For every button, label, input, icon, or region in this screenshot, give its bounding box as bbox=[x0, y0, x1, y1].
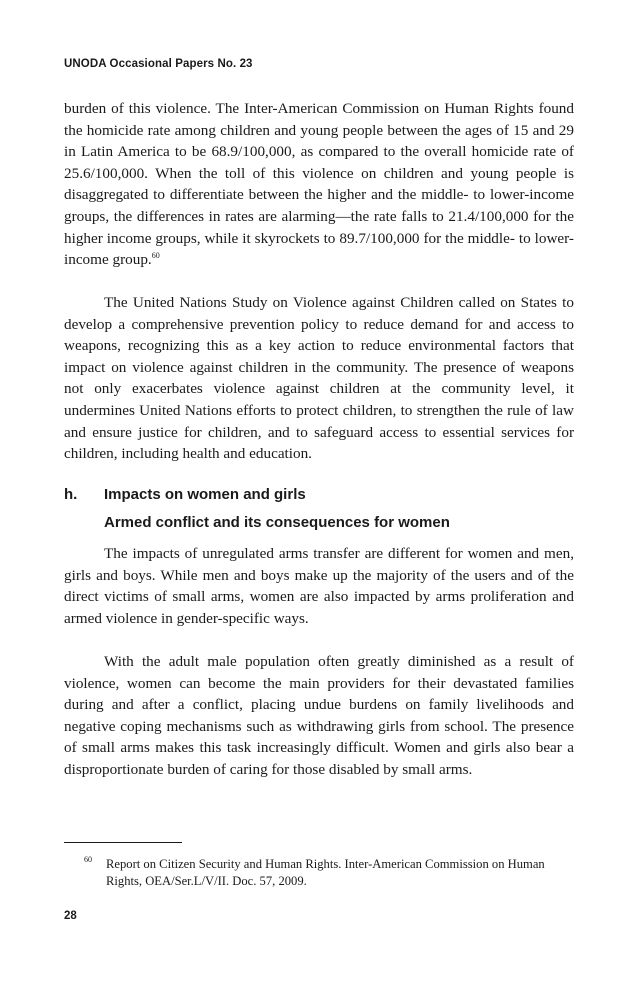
footnote-divider bbox=[64, 842, 182, 843]
paragraph-gender-impacts: The impacts of unregulated arms transfer are different for women and men, girls and boys. While men and boys make up the majority of the users and of the direct victims of small arms, women are also impacted by arms proliferation and armed violence in gender-specific ways. bbox=[64, 545, 574, 627]
footnote-number: 60 bbox=[84, 855, 92, 864]
footnote-reference[interactable]: 60 bbox=[151, 251, 160, 261]
footnote-text: Report on Citizen Security and Human Rights. Inter-American Commission on Human Rights, OEA/Ser.L/V/II. Doc. 57, 2009. bbox=[106, 857, 545, 888]
paragraph-women-providers: With the adult male population often greatly diminished as a result of violence, women can become the main providers for their devastated families during and after a conflict, placing undue burdens on family livelihoods and negative coping mechanisms such as withdrawing girls from school. The presence of small arms makes this task increasingly difficult. Women and girls also bear a disproportionate burden of caring for those disabled by small arms. bbox=[64, 653, 574, 778]
page-number: 28 bbox=[64, 910, 77, 922]
paragraph-un-study: The United Nations Study on Violence against Children called on States to develop a comprehensive prevention policy to reduce demand for and access to weapons, recognizing this as a key action to reduce environmental factors that impact on violence against children in the community. The presence of weapons not only exacerbates violence against children at the community level, it undermines United Nations efforts to protect children, to strengthen the rule of law and ensure justice for children, and to safeguard access to essential services for children, including health and education. bbox=[64, 294, 574, 463]
running-header: UNODA Occasional Papers No. 23 bbox=[64, 58, 253, 70]
section-marker: h. bbox=[64, 486, 78, 503]
section-heading: Impacts on women and girls bbox=[104, 486, 306, 503]
paragraph-homicide-rates bbox=[64, 98, 574, 271]
subsection-heading: Armed conflict and its consequences for women bbox=[104, 514, 450, 531]
paragraph-text: burden of this violence. The Inter-American Commission on Human Rights found the homicide rate among children and young people between the ages of 15 and 29 in Latin America to be 68.9/100,000, as compared to the overall homicide rate of 25.6/100,000. When the toll of this violence on children and young people is disaggregated to differentiate between the higher and the middle- to lower-income groups, the differences in rates are alarming—the rate falls to 21.4/100,000 for the higher income groups, while it skyrockets to 89.7/100,000 for the middle- to lower-income group. bbox=[64, 100, 574, 269]
